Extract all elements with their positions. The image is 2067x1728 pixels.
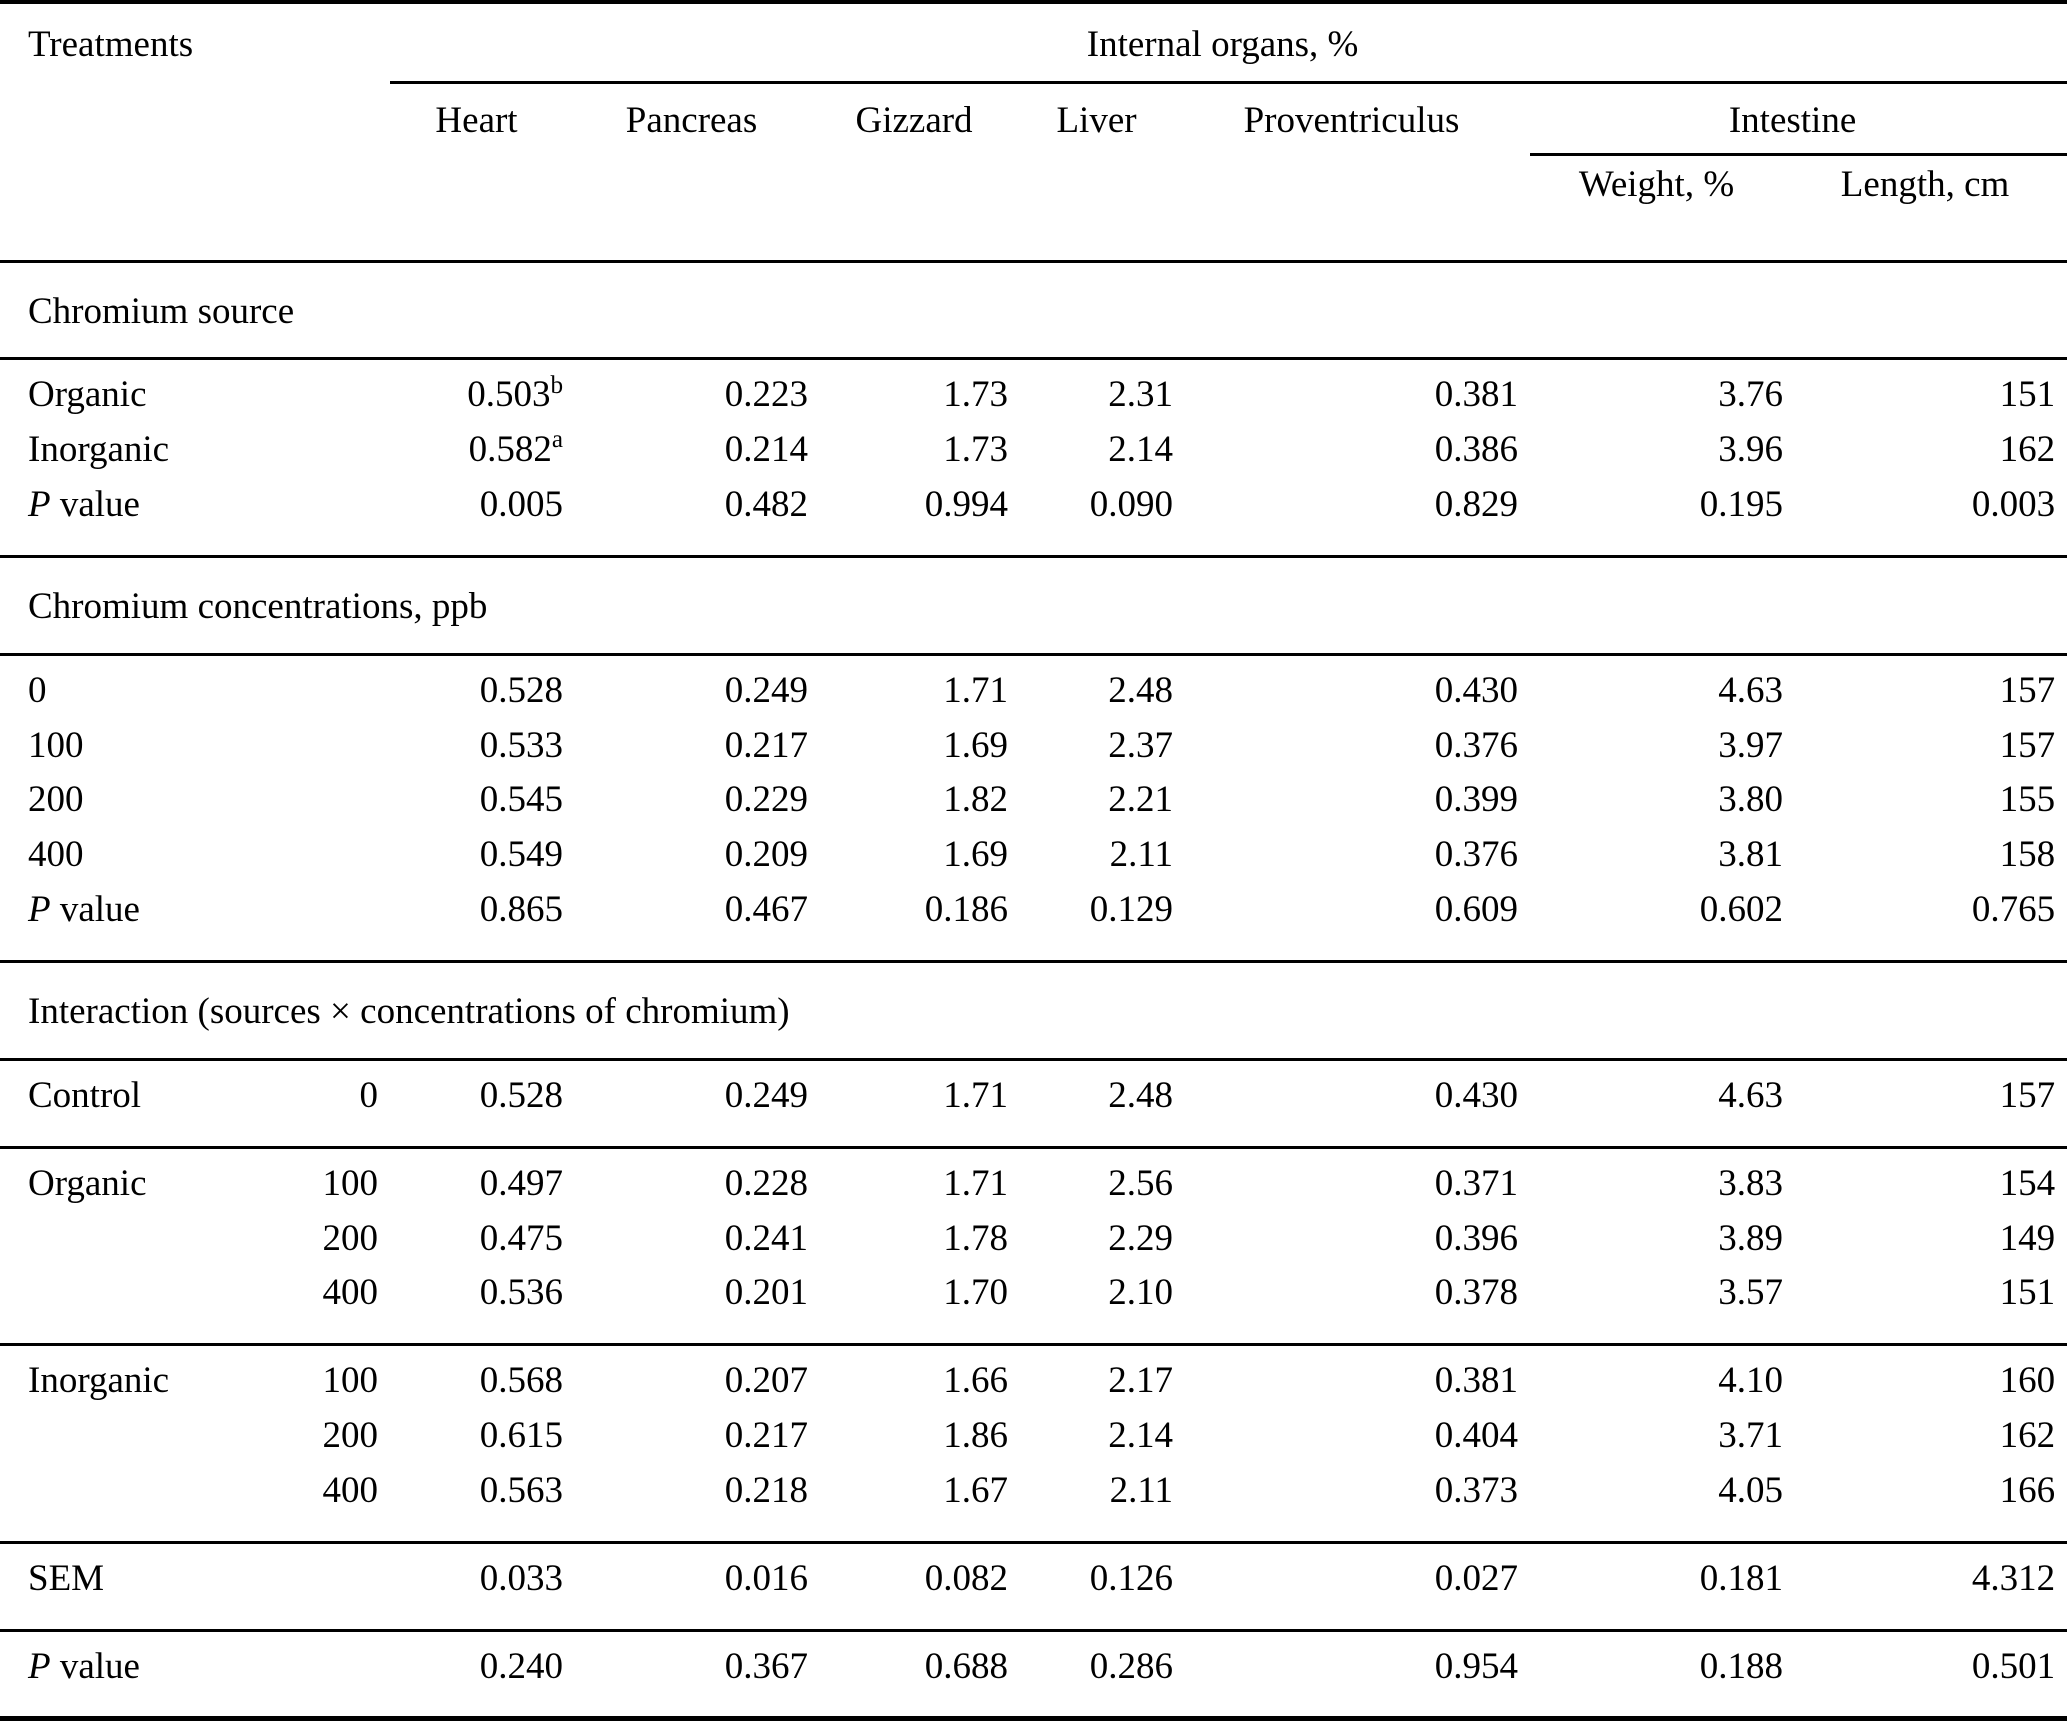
value-cell: 0.501 — [1971, 1645, 2056, 1687]
value-cell: 0.381 — [1434, 374, 1519, 416]
value-cell: 4.312 — [1795, 1542, 2067, 1630]
row-label: SEM — [0, 1542, 280, 1630]
value-cell: 4.05 — [1530, 1464, 1795, 1542]
value-cell: 1.78 — [943, 1217, 1009, 1259]
concentration-cell: 400 — [280, 1464, 390, 1542]
value-cell: 0.033 — [390, 1542, 575, 1630]
table-row — [0, 478, 2067, 556]
value-cell: 2.11 — [1109, 834, 1174, 876]
value-cell: 0.209 — [724, 834, 809, 876]
value-cell: 3.71 — [1718, 1415, 1784, 1457]
table-row — [0, 654, 2067, 718]
value-cell: 151 — [1795, 1266, 2067, 1344]
concentration-cell — [280, 478, 390, 556]
value-cell: 149 — [1999, 1217, 2056, 1259]
value-cell: 0.188 — [1699, 1645, 1784, 1687]
row-label: 200 — [28, 779, 84, 821]
internal-organs-header: Internal organs, % — [390, 2, 2067, 82]
concentration-cell: 200 — [322, 1217, 379, 1259]
value-cell: 1.86 — [943, 1415, 1009, 1457]
row-label: Inorganic — [28, 1360, 170, 1402]
value-cell: 3.81 — [1718, 834, 1784, 876]
value-cell: 155 — [1999, 779, 2056, 821]
column-header-heart: Heart — [435, 99, 518, 141]
table-row — [0, 1212, 2067, 1267]
significance-superscript: a — [551, 426, 564, 454]
value-cell: 0.582$^a$ — [468, 426, 564, 471]
value-cell: 4.63 — [1718, 669, 1784, 711]
table-body — [0, 261, 2067, 1719]
row-label: Inorganic — [28, 429, 170, 471]
value-cell: 0.430 — [1185, 1059, 1530, 1147]
table-header — [0, 2, 2067, 261]
table-row — [0, 1059, 2067, 1147]
value-cell: 3.80 — [1718, 779, 1784, 821]
concentration-cell — [280, 359, 390, 423]
value-cell: 1.82 — [943, 779, 1009, 821]
value-cell: 0.381 — [1434, 1360, 1519, 1402]
row-label: P value — [0, 478, 280, 556]
concentration-cell — [280, 773, 390, 828]
value-cell: 0.528 — [479, 669, 564, 711]
table-row — [0, 1266, 2067, 1344]
concentration-cell — [280, 828, 390, 883]
column-header-liver: Liver — [1056, 99, 1137, 141]
value-cell: 0.228 — [724, 1162, 809, 1204]
value-cell: 2.11 — [1020, 1464, 1185, 1542]
row-label: P value — [28, 1645, 140, 1687]
value-cell: 0.126 — [1020, 1542, 1185, 1630]
row-label: 100 — [28, 724, 84, 766]
value-cell: 0.568 — [479, 1360, 564, 1402]
table-row — [0, 1464, 2067, 1542]
value-cell: 0.536 — [390, 1266, 575, 1344]
table-row — [0, 883, 2067, 961]
column-header-intestine-length: Length, cm — [1840, 163, 2010, 205]
column-header-gizzard: Gizzard — [855, 99, 973, 141]
value-cell: 0.688 — [924, 1645, 1009, 1687]
value-cell: 0.005 — [390, 478, 575, 556]
value-cell: 154 — [1999, 1162, 2056, 1204]
concentration-cell: 400 — [280, 1266, 390, 1344]
value-cell: 0.217 — [724, 724, 809, 766]
section-title: Interaction (sources × concentrations of chromium) — [0, 961, 2067, 1059]
value-cell: 0.201 — [575, 1266, 820, 1344]
value-cell: 0.396 — [1434, 1217, 1519, 1259]
value-cell: 1.73 — [943, 429, 1009, 471]
value-cell: 0.994 — [820, 478, 1020, 556]
value-cell: 0.367 — [724, 1645, 809, 1687]
value-cell: 0.241 — [724, 1217, 809, 1259]
concentration-cell — [280, 1630, 390, 1719]
value-cell: 0.218 — [575, 1464, 820, 1542]
value-cell: 158 — [1999, 834, 2056, 876]
table-row — [0, 828, 2067, 883]
value-cell: 0.954 — [1434, 1645, 1519, 1687]
table-row — [0, 1147, 2067, 1211]
value-cell: 0.545 — [479, 779, 564, 821]
value-cell: 0.371 — [1434, 1162, 1519, 1204]
value-cell: 0.376 — [1434, 724, 1519, 766]
value-cell: 0.373 — [1185, 1464, 1530, 1542]
row-label — [0, 1212, 280, 1267]
value-cell: 0.765 — [1795, 883, 2067, 961]
value-cell: 1.71 — [820, 1059, 1020, 1147]
value-cell: 0.430 — [1434, 669, 1519, 711]
value-cell: 0.503$^b$ — [467, 371, 564, 416]
value-cell: 0.195 — [1530, 478, 1795, 556]
table-row — [0, 1542, 2067, 1630]
row-label: 0 — [28, 669, 47, 711]
value-cell: 0.378 — [1185, 1266, 1530, 1344]
value-cell: 0.223 — [724, 374, 809, 416]
column-header-proventriculus: Proventriculus — [1243, 99, 1460, 141]
row-label: Organic — [28, 374, 147, 416]
table-row — [0, 359, 2067, 423]
value-cell: 0.829 — [1185, 478, 1530, 556]
table-row — [0, 1345, 2067, 1409]
value-cell: 0.090 — [1020, 478, 1185, 556]
value-cell: 0.249 — [575, 1059, 820, 1147]
value-cell: 0.240 — [479, 1645, 564, 1687]
value-cell: 0.528 — [390, 1059, 575, 1147]
table-row — [0, 423, 2067, 478]
value-cell: 1.67 — [820, 1464, 1020, 1542]
significance-superscript: b — [550, 371, 564, 399]
value-cell: 0.286 — [1089, 1645, 1174, 1687]
value-cell: 166 — [1795, 1464, 2067, 1542]
value-cell: 0.186 — [820, 883, 1020, 961]
section-title: Chromium concentrations, ppb — [0, 556, 2067, 654]
value-cell: 3.97 — [1718, 724, 1784, 766]
value-cell: 2.14 — [1108, 429, 1174, 471]
value-cell: 0.229 — [724, 779, 809, 821]
section-title-row — [0, 556, 2067, 654]
value-cell: 0.207 — [724, 1360, 809, 1402]
p-italic: P — [28, 889, 51, 931]
column-header-pancreas: Pancreas — [625, 99, 758, 141]
value-cell: 0.533 — [479, 724, 564, 766]
header-row-1 — [0, 2, 2067, 82]
value-cell: 1.71 — [943, 669, 1009, 711]
table-row — [0, 773, 2067, 828]
value-cell: 160 — [1999, 1360, 2056, 1402]
value-cell: 0.217 — [724, 1415, 809, 1457]
value-cell: 1.66 — [943, 1360, 1009, 1402]
value-cell: 1.69 — [943, 724, 1009, 766]
value-cell: 0.376 — [1434, 834, 1519, 876]
value-cell: 1.71 — [943, 1162, 1009, 1204]
row-label: 400 — [28, 834, 84, 876]
concentration-cell: 200 — [322, 1415, 379, 1457]
value-cell: 0.563 — [390, 1464, 575, 1542]
column-header-intestine-weight: Weight, % — [1578, 163, 1735, 205]
value-cell: 157 — [1999, 724, 2056, 766]
row-label: Organic — [28, 1162, 147, 1204]
value-cell: 157 — [1999, 669, 2056, 711]
row-label — [0, 1266, 280, 1344]
value-cell: 2.56 — [1108, 1162, 1174, 1204]
concentration-cell: 0 — [280, 1059, 390, 1147]
value-cell: 0.865 — [390, 883, 575, 961]
value-cell: 0.386 — [1434, 429, 1519, 471]
value-cell: 3.76 — [1718, 374, 1784, 416]
value-cell: 3.96 — [1718, 429, 1784, 471]
concentration-cell: 100 — [322, 1162, 379, 1204]
value-cell: 2.48 — [1108, 669, 1174, 711]
value-cell: 2.37 — [1108, 724, 1174, 766]
value-cell: 157 — [1795, 1059, 2067, 1147]
value-cell: 0.181 — [1530, 1542, 1795, 1630]
value-cell: 2.29 — [1108, 1217, 1174, 1259]
value-cell: 0.082 — [820, 1542, 1020, 1630]
concentration-cell — [280, 423, 390, 478]
value-cell: 0.404 — [1434, 1415, 1519, 1457]
row-label: Control — [0, 1059, 280, 1147]
value-cell: 0.497 — [479, 1162, 564, 1204]
value-cell: 162 — [1999, 429, 2056, 471]
value-cell: 0.399 — [1434, 779, 1519, 821]
value-cell: 0.249 — [724, 669, 809, 711]
value-cell: 0.003 — [1795, 478, 2067, 556]
value-cell: 3.57 — [1530, 1266, 1795, 1344]
p-italic: P — [28, 1645, 51, 1687]
column-header-intestine: Intestine — [1530, 82, 2067, 154]
value-cell: 4.10 — [1718, 1360, 1784, 1402]
value-cell: 2.10 — [1020, 1266, 1185, 1344]
concentration-cell: 100 — [322, 1360, 379, 1402]
value-cell: 2.21 — [1108, 779, 1174, 821]
value-cell: 3.89 — [1718, 1217, 1784, 1259]
value-cell: 2.31 — [1108, 374, 1174, 416]
section-title-row — [0, 261, 2067, 359]
table-row — [0, 1630, 2067, 1719]
value-cell: 0.602 — [1530, 883, 1795, 961]
concentration-cell — [280, 883, 390, 961]
value-cell: 4.63 — [1530, 1059, 1795, 1147]
value-cell: 0.467 — [575, 883, 820, 961]
value-cell: 162 — [1999, 1415, 2056, 1457]
value-cell: 0.615 — [479, 1415, 564, 1457]
value-cell: 0.129 — [1020, 883, 1185, 961]
value-cell: 0.214 — [724, 429, 809, 471]
value-cell: 0.549 — [479, 834, 564, 876]
section-title-row — [0, 961, 2067, 1059]
p-italic: P — [28, 484, 51, 526]
table-row — [0, 1409, 2067, 1464]
value-cell: 2.48 — [1020, 1059, 1185, 1147]
value-cell: 0.609 — [1185, 883, 1530, 961]
value-cell: 1.70 — [820, 1266, 1020, 1344]
value-cell: 0.016 — [575, 1542, 820, 1630]
value-cell: 2.17 — [1108, 1360, 1174, 1402]
treatments-header: Treatments — [28, 24, 194, 65]
row-label: P value — [0, 883, 280, 961]
row-label — [0, 1464, 280, 1542]
concentration-cell — [280, 719, 390, 774]
section-title: Chromium source — [0, 261, 2067, 359]
row-label — [0, 1409, 280, 1464]
value-cell: 0.027 — [1185, 1542, 1530, 1630]
value-cell: 1.69 — [943, 834, 1009, 876]
concentration-cell — [280, 654, 390, 718]
table-row — [0, 719, 2067, 774]
value-cell: 2.14 — [1108, 1415, 1174, 1457]
value-cell: 3.83 — [1718, 1162, 1784, 1204]
value-cell: 0.475 — [479, 1217, 564, 1259]
value-cell: 0.482 — [575, 478, 820, 556]
concentration-cell — [280, 1542, 390, 1630]
value-cell: 1.73 — [943, 374, 1009, 416]
value-cell: 151 — [1999, 374, 2056, 416]
